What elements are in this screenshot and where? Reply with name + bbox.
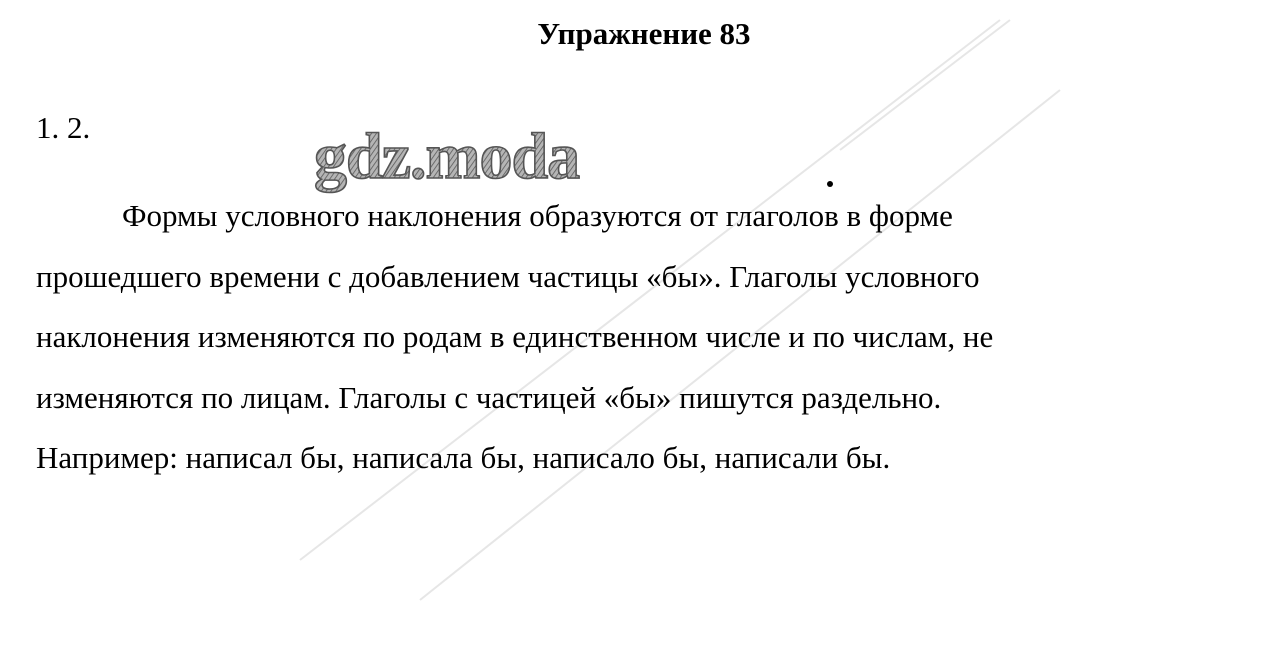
paragraph-line: наклонения изменяются по родам в единственном числе и по числам, не (36, 319, 994, 354)
page-title: Упражнение 83 (537, 16, 751, 51)
item-numbers: 1. 2. (36, 110, 91, 145)
paragraph-line: Формы условного наклонения образуются от глаголов в форме (122, 198, 953, 233)
paragraph-line: изменяются по лицам. Глаголы с частицей «бы» пишутся раздельно. (36, 379, 942, 415)
body-paragraph (36, 186, 1136, 489)
svg-text:gdz.moda: gdz.moda (314, 120, 580, 193)
paragraph-line: Например: написал бы, написала бы, написало бы, написали бы. (36, 440, 891, 475)
paragraph-line: прошедшего времени с добавлением частицы «бы». Глаголы условного (36, 258, 980, 294)
